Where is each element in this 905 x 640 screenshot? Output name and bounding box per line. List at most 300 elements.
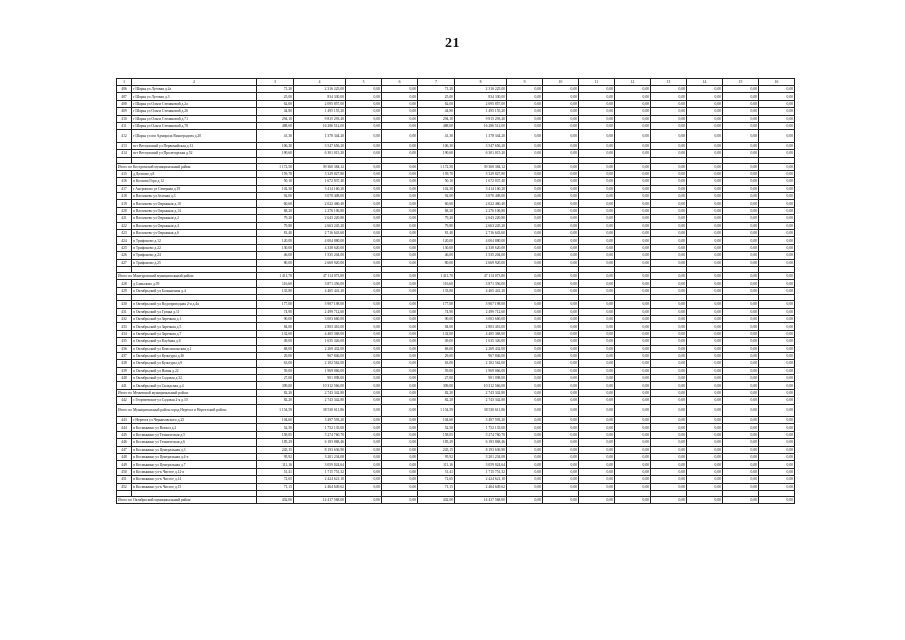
table-cell: 0,00 — [759, 122, 795, 129]
table-row — [117, 468, 795, 475]
area-cell: 133,80 — [418, 287, 455, 294]
table-cell: 0,00 — [687, 252, 723, 259]
area-cell: 106,30 — [257, 142, 294, 149]
area-cell: 432,00 — [257, 496, 294, 503]
table-cell: 0,00 — [579, 308, 615, 315]
table-cell: 0,00 — [615, 93, 651, 100]
table-cell: 0,00 — [687, 476, 723, 483]
cost-cell: 1 715 751,32 — [294, 468, 346, 475]
address-cell: п Космынино ул Техническая д.6 — [132, 439, 257, 446]
cost-cell: 901 098,00 — [294, 375, 346, 382]
table-row — [117, 86, 795, 93]
table-cell: 0,00 — [651, 86, 687, 93]
table-cell: 0,00 — [687, 115, 723, 122]
table-cell: 0,00 — [579, 404, 615, 416]
area-cell: 25,00 — [418, 93, 455, 100]
address-cell: с Георгиевское ул Садовая 2-я д.10 — [132, 397, 257, 404]
cost-cell: 3 059 024,64 — [455, 461, 507, 468]
table-cell: 0,00 — [382, 163, 418, 170]
table-cell: 0,00 — [615, 345, 651, 352]
row-number: 419 — [117, 200, 132, 207]
cost-cell: 3 201 234,08 — [455, 453, 507, 460]
address-cell: п Космынино ул Центральная д.7 — [132, 461, 257, 468]
table-cell: 0,00 — [346, 382, 382, 389]
table-cell: 0,00 — [346, 330, 382, 337]
cost-cell: 2 424 621,10 — [294, 476, 346, 483]
table-cell: 0,00 — [615, 323, 651, 330]
table-cell: 0,00 — [579, 130, 615, 142]
table-cell: 0,00 — [651, 237, 687, 244]
table-cell: 0,00 — [507, 142, 543, 149]
address-cell: д Самылово д.59 — [132, 280, 257, 287]
cost-cell: 1 969 066,00 — [294, 367, 346, 374]
row-number: 416 — [117, 178, 132, 185]
area-cell: 49,00 — [418, 338, 455, 345]
table-cell: 0,00 — [382, 200, 418, 207]
cost-cell: 3 871 356,00 — [455, 280, 507, 287]
table-cell: 0,00 — [615, 382, 651, 389]
table-cell: 0,00 — [615, 252, 651, 259]
table-cell: 0,00 — [579, 389, 615, 396]
subtotal-label: Итого по Межевской муниципальный район: — [117, 389, 257, 396]
table-cell: 0,00 — [579, 483, 615, 490]
column-header: 2 — [132, 79, 257, 86]
table-cell: 0,00 — [382, 287, 418, 294]
cost-cell: 14 417 568,00 — [294, 496, 346, 503]
row-number: 437 — [117, 352, 132, 359]
cost-cell: 5 907 198,00 — [455, 301, 507, 308]
table-row — [117, 252, 795, 259]
table-cell: 0,00 — [759, 193, 795, 200]
table-cell: 0,00 — [687, 178, 723, 185]
table-cell: 0,00 — [507, 170, 543, 177]
table-cell: 0,00 — [759, 461, 795, 468]
area-cell: 44,80 — [418, 108, 455, 115]
cost-cell: 2 022 460,40 — [294, 200, 346, 207]
table-cell: 0,00 — [687, 446, 723, 453]
table-cell: 0,00 — [759, 244, 795, 251]
area-cell: 27,00 — [418, 375, 455, 382]
row-number: 452 — [117, 483, 132, 490]
table-cell: 0,00 — [615, 170, 651, 177]
cost-cell: 6 183 868,46 — [455, 439, 507, 446]
table-cell: 0,00 — [759, 178, 795, 185]
table-row — [117, 237, 795, 244]
table-cell: 0,00 — [615, 115, 651, 122]
table-cell: 0,00 — [615, 446, 651, 453]
cost-cell: 6 301 015,20 — [455, 150, 507, 157]
table-cell: 0,00 — [382, 215, 418, 222]
table-cell: 0,00 — [382, 360, 418, 367]
area-cell: 1 411,70 — [257, 272, 294, 279]
table-cell: 0,00 — [346, 122, 382, 129]
table-cell: 0,00 — [346, 86, 382, 93]
table-cell: 0,00 — [346, 252, 382, 259]
cost-cell: 4 405 368,00 — [455, 330, 507, 337]
cost-cell: 2 316 225,00 — [294, 86, 346, 93]
table-cell: 0,00 — [346, 287, 382, 294]
table-cell: 0,00 — [723, 468, 759, 475]
table-cell: 0,00 — [543, 259, 579, 266]
table-cell: 0,00 — [507, 200, 543, 207]
table-cell: 0,00 — [579, 330, 615, 337]
cost-cell: 1 752 135,00 — [455, 424, 507, 431]
table-row — [117, 345, 795, 352]
table-cell: 0,00 — [382, 345, 418, 352]
table-cell: 0,00 — [687, 424, 723, 431]
cost-cell: 2 269 432,00 — [294, 345, 346, 352]
cost-cell: 3 003 660,00 — [294, 315, 346, 322]
table-cell: 0,00 — [382, 417, 418, 424]
cost-cell: 3 070 408,00 — [455, 193, 507, 200]
cost-cell: 967 846,00 — [455, 352, 507, 359]
table-cell: 0,00 — [579, 367, 615, 374]
table-cell: 0,00 — [543, 287, 579, 294]
area-cell: 1 154,59 — [257, 404, 294, 416]
area-cell: 74,90 — [257, 308, 294, 315]
table-cell: 0,00 — [723, 230, 759, 237]
table-row — [117, 170, 795, 177]
address-cell: п Космынино ул Техническая д.5 — [132, 431, 257, 438]
table-cell: 0,00 — [579, 424, 615, 431]
address-cell: пгт Ветлужский ул Первомайская д.31 — [132, 142, 257, 149]
table-cell: 0,00 — [346, 496, 382, 503]
area-cell: 190,60 — [418, 150, 455, 157]
table-cell: 0,00 — [346, 389, 382, 396]
table-cell: 0,00 — [346, 170, 382, 177]
area-cell: 29,00 — [257, 352, 294, 359]
table-cell: 0,00 — [687, 404, 723, 416]
table-cell: 0,00 — [651, 345, 687, 352]
table-cell: 0,00 — [759, 308, 795, 315]
row-number: 406 — [117, 86, 132, 93]
cost-cell: 2 464 649,62 — [455, 483, 507, 490]
cost-cell: 967 846,00 — [294, 352, 346, 359]
table-cell: 0,00 — [759, 468, 795, 475]
table-cell: 0,00 — [346, 461, 382, 468]
table-cell: 0,00 — [651, 244, 687, 251]
column-header: 6 — [382, 79, 418, 86]
address-cell: п Васильево ул Овражная д.6 — [132, 230, 257, 237]
table-cell: 0,00 — [759, 200, 795, 207]
table-cell: 0,00 — [507, 237, 543, 244]
table-cell: 0,00 — [723, 382, 759, 389]
row-number: 451 — [117, 476, 132, 483]
table-cell: 0,00 — [579, 397, 615, 404]
cost-cell: 5 274 760,70 — [294, 431, 346, 438]
table-cell: 0,00 — [507, 230, 543, 237]
cost-cell: 2 663 245,20 — [455, 222, 507, 229]
table-cell: 0,00 — [346, 360, 382, 367]
cost-cell: 10 312 566,00 — [455, 382, 507, 389]
table-cell: 0,00 — [759, 382, 795, 389]
table-cell: 0,00 — [615, 397, 651, 404]
table-cell: 0,00 — [346, 375, 382, 382]
table-cell: 0,00 — [759, 93, 795, 100]
table-cell: 0,00 — [579, 93, 615, 100]
area-cell: 488,00 — [257, 122, 294, 129]
column-header: 12 — [615, 79, 651, 86]
subtotal-row — [117, 389, 795, 396]
table-cell: 0,00 — [543, 476, 579, 483]
subtotal-label: Итого по Октябрьский муниципальный район: — [117, 496, 257, 503]
table-cell: 0,00 — [346, 207, 382, 214]
column-header: 7 — [418, 79, 455, 86]
table-cell: 0,00 — [615, 424, 651, 431]
table-cell: 0,00 — [543, 360, 579, 367]
area-cell: 52,50 — [257, 424, 294, 431]
area-cell: 177,00 — [418, 301, 455, 308]
table-cell: 0,00 — [346, 352, 382, 359]
cost-cell: 6 183 868,46 — [294, 439, 346, 446]
table-row — [117, 424, 795, 431]
table-cell: 0,00 — [615, 301, 651, 308]
cost-cell: 1 635 326,00 — [294, 338, 346, 345]
table-cell: 0,00 — [687, 163, 723, 170]
cost-cell: 2 743 342,80 — [455, 389, 507, 396]
table-cell: 0,00 — [507, 222, 543, 229]
area-cell: 71,15 — [418, 483, 455, 490]
table-cell: 0,00 — [507, 178, 543, 185]
area-cell: 111,16 — [257, 461, 294, 468]
table-cell: 0,00 — [346, 468, 382, 475]
table-cell: 0,00 — [687, 417, 723, 424]
table-cell: 0,00 — [759, 163, 795, 170]
table-cell: 0,00 — [615, 468, 651, 475]
table-row — [117, 382, 795, 389]
area-cell: 130,00 — [257, 244, 294, 251]
table-cell: 0,00 — [507, 193, 543, 200]
table-cell: 0,00 — [579, 230, 615, 237]
area-cell: 102,30 — [418, 185, 455, 192]
cost-cell: 2 669 920,00 — [455, 259, 507, 266]
row-number: 410 — [117, 115, 132, 122]
cost-cell: 1 535 204,00 — [294, 252, 346, 259]
table-cell: 0,00 — [723, 178, 759, 185]
cost-cell: 2 095 857,00 — [294, 100, 346, 107]
table-cell: 0,00 — [543, 301, 579, 308]
area-cell: 294,10 — [418, 115, 455, 122]
cost-cell: 2 663 245,20 — [294, 222, 346, 229]
table-cell: 0,00 — [723, 200, 759, 207]
table-cell: 0,00 — [687, 315, 723, 322]
table-cell: 0,00 — [759, 417, 795, 424]
table-cell: 0,00 — [759, 230, 795, 237]
table-cell: 0,00 — [579, 170, 615, 177]
row-number: 413 — [117, 142, 132, 149]
table-cell: 0,00 — [507, 323, 543, 330]
row-number: 432 — [117, 315, 132, 322]
table-cell: 0,00 — [723, 301, 759, 308]
column-header: 4 — [294, 79, 346, 86]
address-cell: п Октябрьский ул Больничная д.4 — [132, 287, 257, 294]
area-cell: 111,16 — [418, 461, 455, 468]
table-cell: 0,00 — [723, 483, 759, 490]
table-cell: 0,00 — [687, 130, 723, 142]
cost-cell: 3 059 024,64 — [294, 461, 346, 468]
table-cell: 0,00 — [579, 382, 615, 389]
table-cell: 0,00 — [615, 315, 651, 322]
cost-cell: 1 378 344,20 — [455, 130, 507, 142]
table-cell: 0,00 — [346, 439, 382, 446]
table-cell: 0,00 — [651, 483, 687, 490]
table-row — [117, 150, 795, 157]
table-cell: 0,00 — [687, 193, 723, 200]
table-cell: 0,00 — [651, 215, 687, 222]
table-cell: 0,00 — [382, 315, 418, 322]
row-number: 434 — [117, 330, 132, 337]
table-cell: 0,00 — [346, 230, 382, 237]
column-header-row — [117, 79, 795, 86]
table-cell: 0,00 — [543, 496, 579, 503]
table-cell: 0,00 — [382, 301, 418, 308]
table-cell: 0,00 — [687, 301, 723, 308]
table-cell: 0,00 — [543, 222, 579, 229]
table-cell: 0,00 — [759, 360, 795, 367]
area-cell: 80,00 — [418, 259, 455, 266]
table-cell: 0,00 — [759, 345, 795, 352]
address-cell: п Октябрьский ул Клубная д.6 — [132, 338, 257, 345]
table-cell: 0,00 — [543, 200, 579, 207]
table-cell: 0,00 — [579, 345, 615, 352]
table-cell: 0,00 — [346, 345, 382, 352]
table-cell: 0,00 — [759, 86, 795, 93]
address-cell: п Трифоново д.22 — [132, 244, 257, 251]
table-cell: 0,00 — [687, 287, 723, 294]
area-cell: 104,60 — [418, 417, 455, 424]
table-cell: 0,00 — [759, 115, 795, 122]
table-row — [117, 323, 795, 330]
table-cell: 0,00 — [346, 150, 382, 157]
table-cell: 0,00 — [346, 453, 382, 460]
table-cell: 0,00 — [507, 150, 543, 157]
table-cell: 0,00 — [579, 86, 615, 93]
table-cell: 0,00 — [759, 185, 795, 192]
address-cell: п Васильево ул Овражная д.4 — [132, 222, 257, 229]
row-number: 436 — [117, 345, 132, 352]
address-cell: п Трифоново д.24 — [132, 252, 257, 259]
cost-cell: 1 752 135,00 — [294, 424, 346, 431]
area-cell: 68,20 — [257, 207, 294, 214]
table-cell: 0,00 — [723, 439, 759, 446]
table-cell: 0,00 — [382, 330, 418, 337]
area-cell: 159,70 — [418, 170, 455, 177]
table-cell: 0,00 — [346, 259, 382, 266]
row-number: 427 — [117, 259, 132, 266]
table-cell: 0,00 — [723, 315, 759, 322]
table-cell: 0,00 — [579, 100, 615, 107]
table-row — [117, 287, 795, 294]
column-header: 11 — [579, 79, 615, 86]
table-cell: 0,00 — [507, 100, 543, 107]
table-cell: 0,00 — [651, 424, 687, 431]
table-cell: 0,00 — [759, 207, 795, 214]
table-cell: 0,00 — [723, 367, 759, 374]
table-cell: 0,00 — [579, 446, 615, 453]
table-cell: 0,00 — [687, 222, 723, 229]
row-number: 409 — [117, 108, 132, 115]
address-cell: п Трифоново д.25 — [132, 259, 257, 266]
cost-cell: 3 547 656,20 — [294, 142, 346, 149]
area-cell: 60,60 — [418, 200, 455, 207]
cost-cell: 4 338 620,00 — [294, 244, 346, 251]
area-cell: 49,00 — [257, 338, 294, 345]
table-row — [117, 439, 795, 446]
table-cell: 0,00 — [687, 431, 723, 438]
table-cell: 0,00 — [651, 360, 687, 367]
table-cell: 0,00 — [382, 367, 418, 374]
table-cell: 0,00 — [615, 483, 651, 490]
area-cell: 159,70 — [257, 170, 294, 177]
table-cell: 0,00 — [651, 382, 687, 389]
table-cell: 0,00 — [507, 244, 543, 251]
cost-cell: 1 672 037,40 — [455, 178, 507, 185]
table-cell: 0,00 — [651, 323, 687, 330]
row-number: 441 — [117, 382, 132, 389]
table-cell: 0,00 — [651, 468, 687, 475]
table-cell: 0,00 — [723, 215, 759, 222]
row-number: 442 — [117, 397, 132, 404]
area-cell: 59,00 — [418, 367, 455, 374]
table-cell: 0,00 — [615, 417, 651, 424]
table-cell: 0,00 — [346, 397, 382, 404]
table-cell: 0,00 — [651, 193, 687, 200]
table-cell: 0,00 — [615, 375, 651, 382]
table-cell: 0,00 — [759, 108, 795, 115]
area-cell: 68,00 — [418, 345, 455, 352]
table-cell: 0,00 — [543, 345, 579, 352]
cost-cell: 2 643 220,80 — [294, 215, 346, 222]
table-cell: 0,00 — [579, 431, 615, 438]
table-cell: 0,00 — [759, 404, 795, 416]
table-row — [117, 222, 795, 229]
cost-cell: 2 276 106,80 — [294, 207, 346, 214]
table-cell: 0,00 — [687, 367, 723, 374]
table-cell: 0,00 — [651, 389, 687, 396]
table-cell: 0,00 — [543, 308, 579, 315]
address-cell: г Нерехта ул Черняховского д.25 — [132, 417, 257, 424]
table-cell: 0,00 — [615, 330, 651, 337]
address-cell: п Козлова Гора д.12 — [132, 178, 257, 185]
table-cell: 0,00 — [543, 315, 579, 322]
table-cell: 0,00 — [382, 130, 418, 142]
table-cell: 0,00 — [651, 315, 687, 322]
table-cell: 0,00 — [543, 252, 579, 259]
table-cell: 0,00 — [759, 142, 795, 149]
area-cell: 104,60 — [257, 417, 294, 424]
area-cell: 488,00 — [418, 122, 455, 129]
table-cell: 0,00 — [507, 252, 543, 259]
table-cell: 0,00 — [382, 244, 418, 251]
cost-cell: 14 417 568,00 — [455, 496, 507, 503]
table-cell: 0,00 — [615, 122, 651, 129]
address-cell: п Октябрьский ул Складская д.4 — [132, 382, 257, 389]
table-cell: 0,00 — [346, 100, 382, 107]
table-cell: 0,00 — [651, 431, 687, 438]
table-cell: 0,00 — [723, 453, 759, 460]
table-cell: 0,00 — [687, 272, 723, 279]
area-cell: 81,40 — [257, 230, 294, 237]
table-cell: 0,00 — [723, 86, 759, 93]
table-row — [117, 446, 795, 453]
table-cell: 0,00 — [687, 496, 723, 503]
table-cell: 0,00 — [687, 150, 723, 157]
table-cell: 0,00 — [651, 287, 687, 294]
table-cell: 0,00 — [759, 389, 795, 396]
address-cell: п Октябрьский ул Заречная д.1 — [132, 315, 257, 322]
area-cell: 95,92 — [418, 453, 455, 460]
table-cell: 0,00 — [507, 308, 543, 315]
